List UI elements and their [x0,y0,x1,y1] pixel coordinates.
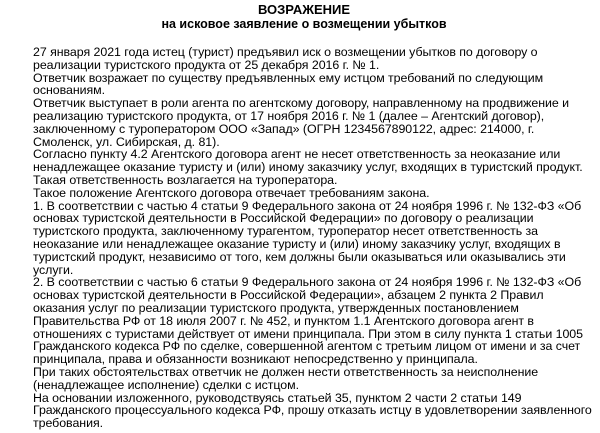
document-subtitle: на исковое заявление о возмещении убытков [161,17,447,31]
paragraph-claim: 27 января 2021 года истец (турист) предъявил иск о возмещении убытков по договору о реализации туристского продукта от 25 декабря 2016 г. № 1. [33,45,538,72]
paragraph-agent-role: Ответчик выступает в роли агента по агентскому договору, направленному на продвижение и реализацию туристского продукта, от 17 ноября 2016 г. № 1 (далее – Агентский договор), заключенному с туроператором ООО «Запад» (ОГРН 1234567890122, адрес: 214000, г. Смоленск, ул. Сибирская, д. 81). [33,96,569,149]
paragraph-law-compliance: Такое положение Агентского договора отвечает требованиям закона. [33,185,430,200]
document [33,2,593,430]
paragraph-point-2: 2. В соответствии с частью 6 статьи 9 Федерального закона от 24 ноября 1996 г. № 132-ФЗ «Об основах туристской деятельности в Российской Федерации», абзацем 2 пункта 2 Правил оказания услуг по реализации туристского продукта, утвержденных постановлением Правительства РФ от 18 июля 2007 г. № 452, и пунктом 1.1 Агентского договора агент в отношениях с туристами действует от имени принципала. При этом в силу пункта 1 статьи 1005 Гражданского кодекса РФ по сделке, совершенной агентом с третьим лицом от имени и за счет принципала, права и обязанности возникают непосредственно у принципала. [33,275,583,367]
paragraph-conclusion: При таких обстоятельствах ответчик не должен нести ответственность за неисполнение (ненадлежащее исполнение) сделки с истцом. [33,364,539,392]
paragraph-objection: Ответчик возражает по существу предъявленных ему истцом требований по следующим основаниям. [33,70,544,98]
paragraph-clause-4-2: Согласно пункту 4.2 Агентского договора агент не несет ответственность за неоказание или ненадлежащее оказание туристу и (или) иному заказчику услуг, входящих в туристский продукт. Такая ответственность возлагается на туроператора. [33,147,583,187]
document-title: ВОЗРАЖЕНИЕ [257,2,351,17]
paragraph-point-1: 1. В соответствии с частью 4 статьи 9 Федерального закона от 24 ноября 1996 г. № 132-ФЗ «Об основах туристской деятельности в Российской Федерации» по договору о реализации туристского продукта, заключенному турагентом, туроператор несет ответственность за неоказание или ненадлежащее оказание туристу и (или) иному заказчику услуг, входящих в туристский продукт, независимо от того, кем должны были оказываться или оказывались эти услуги. [33,198,582,277]
paragraph-request: На основании изложенного, руководствуясь статьей 35, пунктом 2 части 2 статьи 149 Гражданского процессуального кодекса РФ, прошу отказать истцу в удовлетворении заявленного требования. [33,390,592,431]
